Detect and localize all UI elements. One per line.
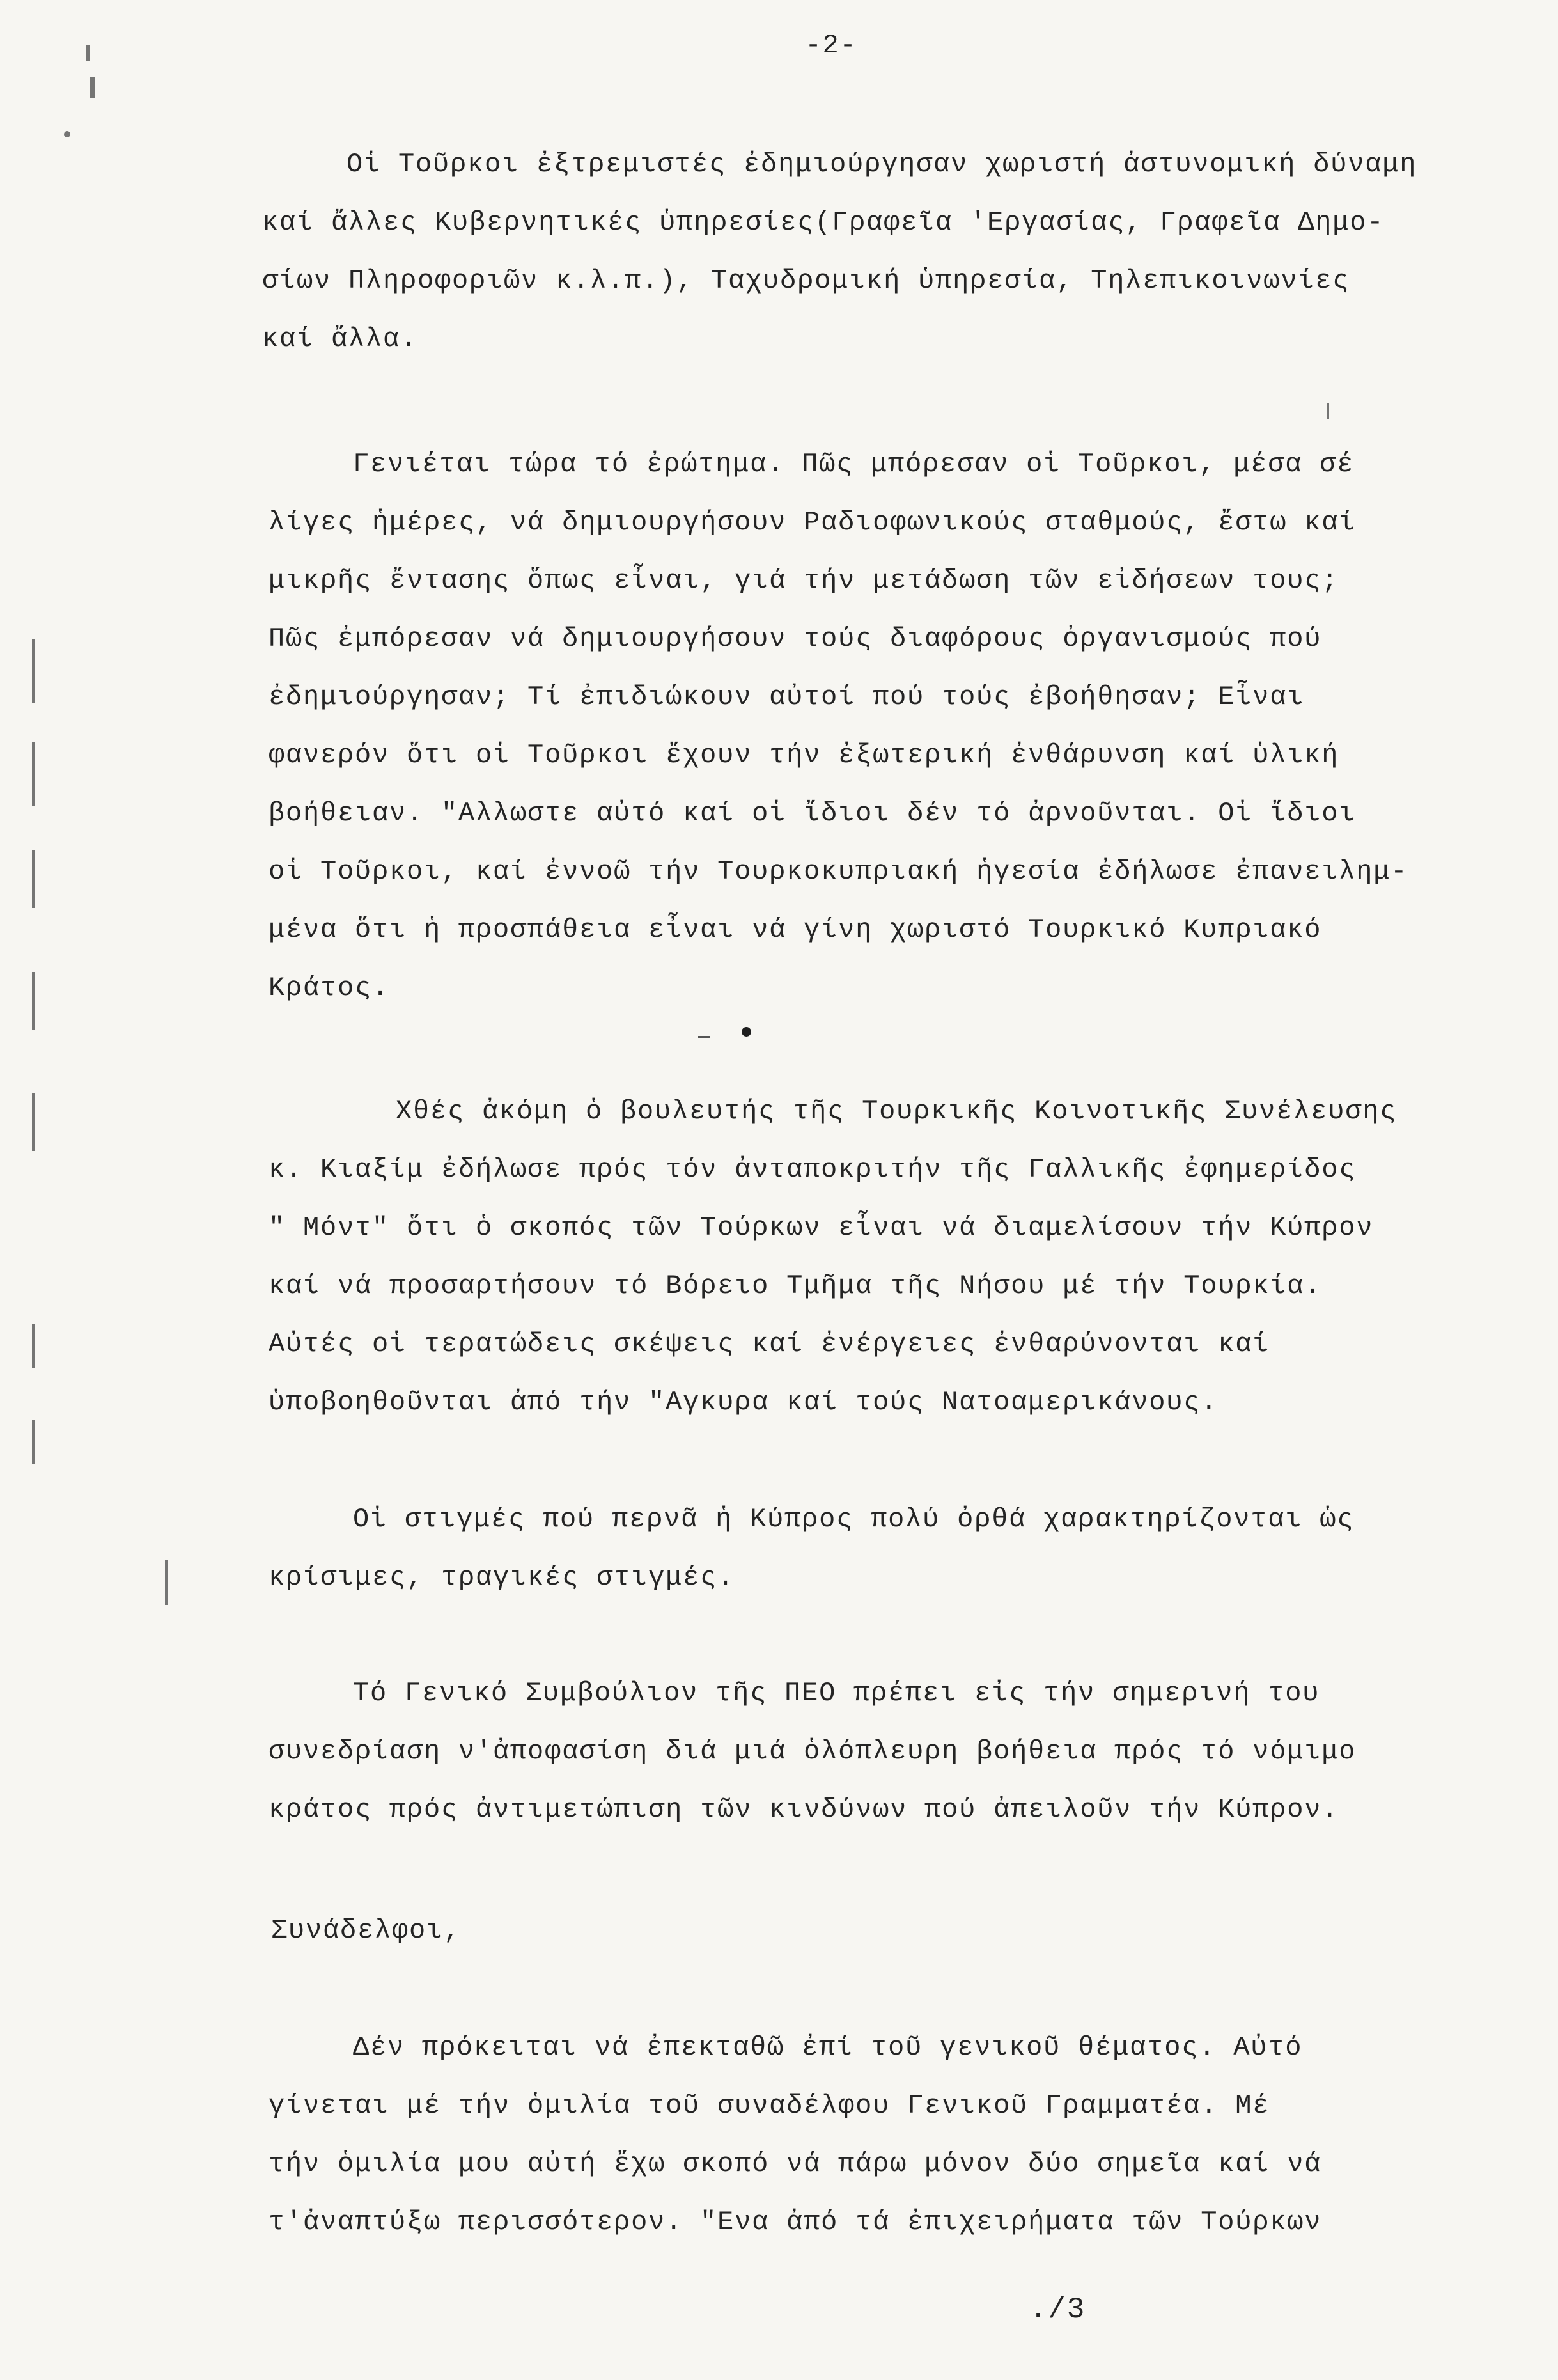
ink-dot-mark bbox=[742, 1027, 751, 1037]
text-line: τήν ὁμιλία μου αὐτή ἔχω σκοπό νά πάρω μόνον δύο σημεῖα καί νά bbox=[269, 2149, 1322, 2179]
text-line: φανερόν ὅτι οἱ Τοῦρκοι ἔχουν τήν ἐξωτερική ἐνθάρυνση καί ὑλική bbox=[269, 740, 1339, 771]
text-line: μικρῆς ἔντασης ὅπως εἶναι, γιά τήν μετάδωση τῶν εἰδήσεων τους; bbox=[269, 565, 1339, 596]
scan-artifact-mark bbox=[165, 1560, 168, 1605]
text-line: Τό Γενικό Συμβούλιον τῆς ΠΕΟ πρέπει εἰς τήν σημερινή του bbox=[353, 1678, 1320, 1709]
text-line: Κράτος. bbox=[269, 973, 390, 1003]
text-line: μένα ὅτι ἡ προσπάθεια εἶναι νά γίνη χωριστό Τουρκικό Κυπριακό bbox=[269, 914, 1322, 945]
page-number: -2- bbox=[805, 30, 857, 61]
text-line: τ'ἀναπτύξω περισσότερον. "Ενα ἀπό τά ἐπιχειρήματα τῶν Τούρκων bbox=[269, 2207, 1322, 2237]
scan-artifact-mark bbox=[1327, 403, 1329, 419]
text-line: ἐδημιούργησαν; Τί ἐπιδιώκουν αὐτοί πού τούς ἐβοήθησαν; Εἶναι bbox=[269, 682, 1305, 712]
scan-artifact-mark bbox=[32, 850, 35, 908]
scan-artifact-mark bbox=[32, 1093, 35, 1151]
scan-artifact-mark bbox=[32, 639, 35, 703]
continuation-marker: ./3 bbox=[1029, 2293, 1086, 2326]
scan-artifact-mark bbox=[32, 1420, 35, 1464]
text-line: Χθές ἀκόμη ὁ βουλευτής τῆς Τουρκικῆς Κοινοτικῆς Συνέλευσης bbox=[396, 1096, 1398, 1127]
text-line: Οἱ στιγμές πού περνᾶ ἡ Κύπρος πολύ ὀρθά χαρακτηρίζονται ὡς bbox=[353, 1504, 1355, 1535]
text-line: " Μόντ" ὅτι ὁ σκοπός τῶν Τούρκων εἶναι νά διαμελίσουν τήν Κύπρον bbox=[269, 1212, 1374, 1243]
paragraph-speech-purpose bbox=[269, 2019, 1321, 2251]
paragraph-question bbox=[269, 435, 1408, 1017]
text-line: σίων Πληροφοριῶν κ.λ.π.), Ταχυδρομική ὑπηρεσία, Τηλεπικοινωνίες bbox=[262, 265, 1350, 296]
text-line: καί νά προσαρτήσουν τό Βόρειο Τμῆμα τῆς Νήσου μέ τήν Τουρκία. bbox=[269, 1271, 1322, 1301]
text-line: καί ἄλλα. bbox=[262, 324, 418, 354]
paragraph-critical-moments bbox=[269, 1491, 1354, 1607]
scan-artifact-mark bbox=[32, 972, 35, 1030]
text-line: κράτος πρός ἀντιμετώπιση τῶν κινδύνων πού ἀπειλοῦν τήν Κύπρον. bbox=[269, 1794, 1339, 1825]
paragraph-kiazim-statement bbox=[269, 1083, 1397, 1432]
text-line: οἱ Τοῦρκοι, καί ἐννοῶ τήν Τουρκοκυπριακή ἡγεσία ἐδήλωσε ἐπανειλημ- bbox=[269, 856, 1408, 887]
text-line: καί ἄλλες Κυβερνητικές ὑπηρεσίες(Γραφεῖα 'Εργασίας, Γραφεῖα Δημο- bbox=[262, 207, 1385, 238]
text-line: Πῶς ἐμπόρεσαν νά δημιουργήσουν τούς διαφόρους ὀργανισμούς πού bbox=[269, 623, 1322, 654]
paragraph-turkish-extremists bbox=[262, 136, 1417, 368]
paragraph-general-council bbox=[269, 1664, 1356, 1839]
scan-artifact-mark bbox=[90, 77, 95, 98]
scan-artifact-mark bbox=[64, 131, 70, 137]
text-line: Δέν πρόκειται νά ἐπεκταθῶ ἐπί τοῦ γενικοῦ θέματος. Αὐτό bbox=[353, 2032, 1303, 2063]
text-line: κρίσιμες, τραγικές στιγμές. bbox=[269, 1562, 735, 1593]
scan-artifact-mark bbox=[32, 742, 35, 806]
text-line: λίγες ἡμέρες, νά δημιουργήσουν Ραδιοφωνικούς σταθμούς, ἔστω καί bbox=[269, 507, 1357, 538]
text-line: κ. Κιαξίμ ἐδήλωσε πρός τόν ἀνταποκριτήν τῆς Γαλλικῆς ἐφημερίδος bbox=[269, 1154, 1357, 1185]
ink-dash-mark bbox=[698, 1036, 710, 1038]
text-line: Γενιέται τώρα τό ἐρώτημα. Πῶς μπόρεσαν οἱ Τοῦρκοι, μέσα σέ bbox=[353, 449, 1355, 480]
text-line: συνεδρίαση ν'ἀποφασίση διά μιά ὁλόπλευρη βοήθεια πρός τό νόμιμο bbox=[269, 1736, 1357, 1767]
text-line: Αὐτές οἱ τερατώδεις σκέψεις καί ἐνέργειες ἐνθαρύνονται καί bbox=[269, 1329, 1270, 1359]
text-line: ὑποβοηθοῦνται ἀπό τήν "Αγκυρα καί τούς Νατοαμερικάνους. bbox=[269, 1387, 1219, 1418]
text-line: βοήθειαν. "Αλλωστε αὐτό καί οἱ ἴδιοι δέν τό ἀρνοῦνται. Οἱ ἴδιοι bbox=[269, 798, 1357, 829]
text-line: Οἱ Τοῦρκοι ἐξτρεμιστές ἐδημιούργησαν χωριστή ἀστυνομική δύναμη bbox=[347, 149, 1417, 180]
salutation: Συνάδελφοι, bbox=[271, 1915, 462, 1946]
text-line: γίνεται μέ τήν ὁμιλία τοῦ συναδέλφου Γενικοῦ Γραμματέα. Μέ bbox=[269, 2090, 1270, 2121]
scan-artifact-mark bbox=[86, 45, 90, 61]
scan-artifact-mark bbox=[32, 1324, 35, 1368]
